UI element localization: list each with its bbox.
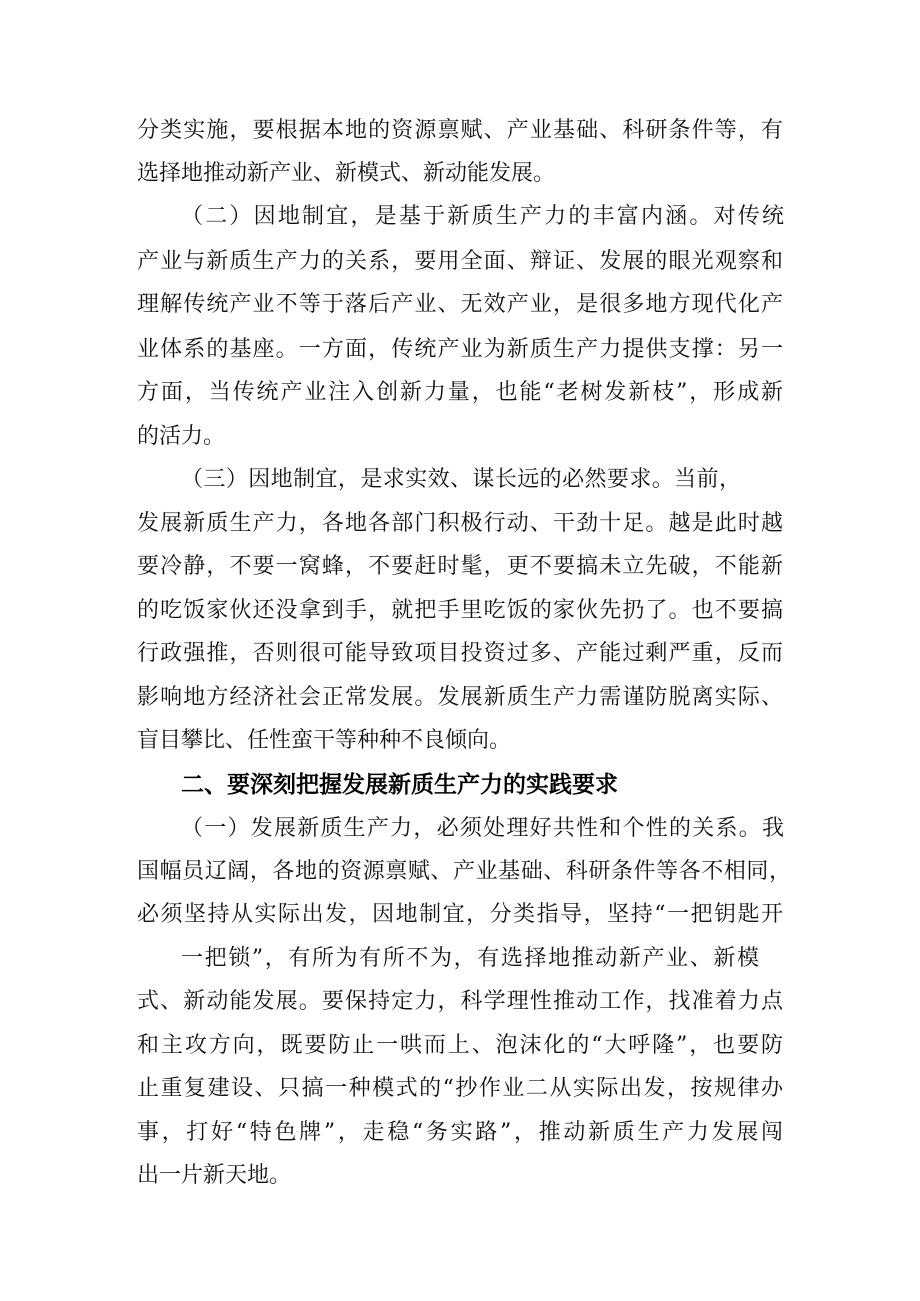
paragraph-line: 必须坚持从实际出发，因地制宜，分类指导，坚持“一把钥匙开 [137,902,783,927]
paragraph-line: 事，打好“特色牌”，走稳“务实路”，推动新质生产力发展闯 [137,1120,783,1145]
paragraph-line: 的活力。 [137,424,226,449]
paragraph-line: 要冷静，不要一窝蜂，不要赶时髦，更不要搞未立先破，不能新 [137,554,783,579]
paragraph-line: （一）发展新质生产力，必须处理好共性和个性的关系。我 [181,816,784,841]
paragraph-line: 和主攻方向，既要防止一哄而上、泡沫化的“大呼隆”，也要防 [137,1033,783,1058]
paragraph-line: 一把锁”，有所为有所不为，有选择地推动新产业、新模 [181,946,759,971]
paragraph-line: 分类实施，要根据本地的资源禀赋、产业基础、科研条件等，有 [137,118,783,143]
paragraph-line: 式、新动能发展。要保持定力，科学理性推动工作，找准着力点 [137,989,783,1014]
paragraph-line: 国幅员辽阔，各地的资源禀赋、产业基础、科研条件等各不相同， [137,859,791,884]
paragraph-line: 方面，当传统产业注入创新力量，也能“老树发新枝”，形成新 [137,380,783,405]
paragraph-line: 盲目攀比、任性蛮干等种种不良倾向。 [137,728,512,753]
paragraph-line: 产业与新质生产力的关系，要用全面、辩证、发展的眼光观察和 [137,249,783,274]
paragraph-line: （二）因地制宜，是基于新质生产力的丰富内涵。对传统 [181,204,784,229]
paragraph-line: 止重复建设、只搞一种模式的“抄作业二从实际出发，按规律办 [137,1076,783,1101]
paragraph-line: （三）因地制宜，是求实效、谋长远的必然要求。当前， [181,467,741,492]
paragraph-line: 的吃饭家伙还没拿到手，就把手里吃饭的家伙先扔了。也不要搞 [137,598,783,623]
paragraph-line: 理解传统产业不等于落后产业、无效产业，是很多地方现代化产 [137,292,783,317]
paragraph-line: 业体系的基座。一方面，传统产业为新质生产力提供支撑：另一 [137,337,783,362]
paragraph-line: 出一片新天地。 [137,1163,292,1188]
paragraph-line: 影响地方经济社会正常发展。发展新质生产力需谨防脱离实际、 [137,685,783,710]
paragraph-line: 选择地推动新产业、新模式、新动能发展。 [137,161,556,186]
paragraph-line: 发展新质生产力，各地各部门积极行动、干劲十足。越是此时越 [137,511,783,536]
section-heading: 二、要深刻把握发展新质生产力的实践要求 [181,772,618,798]
paragraph-line: 行政强推，否则很可能导致项目投资过多、产能过剩严重，反而 [137,641,783,666]
